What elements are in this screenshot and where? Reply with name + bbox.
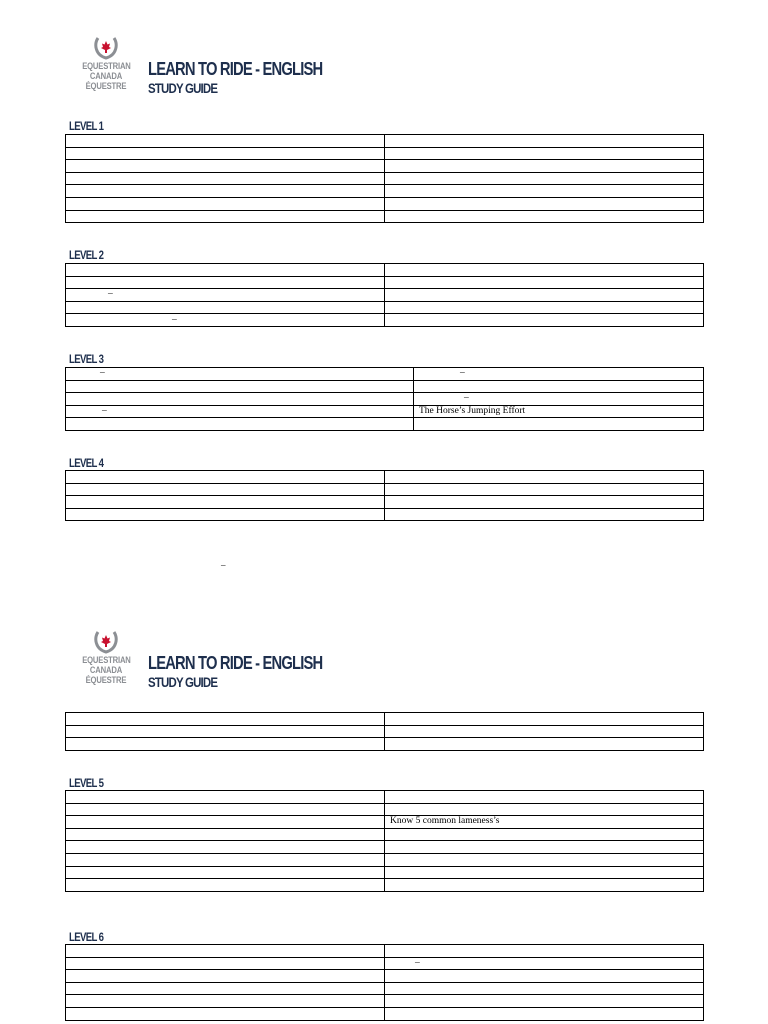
table-cell	[66, 483, 385, 496]
table-cell	[66, 264, 385, 277]
table-row	[66, 970, 704, 983]
table-cell: –	[66, 314, 385, 327]
table-cell	[385, 210, 704, 223]
table-cell	[66, 160, 385, 173]
table-row	[66, 828, 704, 841]
table-row	[66, 289, 704, 302]
table-row	[66, 508, 704, 521]
table-cell	[66, 210, 385, 223]
table-row	[66, 853, 704, 866]
table-cell	[66, 197, 385, 210]
level-2-table	[65, 263, 704, 327]
logo-line-2: CANADA	[89, 665, 123, 675]
table-cell	[385, 172, 704, 185]
table-cell: –	[66, 405, 414, 418]
table-row	[66, 995, 704, 1008]
table-row	[66, 135, 704, 148]
level-2-label: LEVEL 2	[69, 248, 104, 262]
table-cell	[385, 264, 704, 277]
table-row	[66, 264, 704, 277]
table-cell	[66, 791, 385, 804]
table-cell	[66, 172, 385, 185]
level-3-table	[65, 367, 704, 431]
logo-line-3: ÉQUESTRE	[85, 675, 127, 685]
table-row	[66, 866, 704, 879]
table-cell	[385, 841, 704, 854]
level-5-label: LEVEL 5	[69, 776, 104, 790]
table-cell	[385, 803, 704, 816]
table-cell	[66, 301, 385, 314]
table-cell	[66, 276, 385, 289]
logo-line-1: EQUESTRIAN	[82, 61, 131, 71]
table-row	[66, 841, 704, 854]
table-cell	[66, 508, 385, 521]
table-row	[66, 380, 704, 393]
table-row	[66, 314, 704, 327]
table-cell	[385, 135, 704, 148]
table-cell	[385, 982, 704, 995]
table-cell	[414, 418, 704, 431]
page1-header	[78, 33, 378, 105]
table-cell	[385, 828, 704, 841]
header-titles	[148, 653, 361, 691]
table-cell: –	[414, 393, 704, 406]
table-cell	[66, 995, 385, 1008]
table-row	[66, 1007, 704, 1020]
table-cell	[385, 508, 704, 521]
table-cell	[66, 982, 385, 995]
page-subtitle: STUDY GUIDE	[148, 80, 218, 96]
table-cell: –	[66, 289, 385, 302]
table-cell	[385, 879, 704, 892]
table-cell	[66, 147, 385, 160]
table-cell	[414, 380, 704, 393]
page-title: LEARN TO RIDE - ENGLISH	[148, 653, 323, 673]
table-row	[66, 197, 704, 210]
table-cell	[385, 147, 704, 160]
logo-line-2: CANADA	[89, 71, 123, 81]
table-row	[66, 483, 704, 496]
table-cell	[385, 496, 704, 509]
table-cell	[385, 725, 704, 738]
table-cell	[66, 803, 385, 816]
table-cell	[385, 853, 704, 866]
table-cell	[385, 970, 704, 983]
table-cell	[385, 314, 704, 327]
table-cell	[385, 289, 704, 302]
table-cell	[66, 853, 385, 866]
table-row	[66, 945, 704, 958]
table-cell: Know 5 common lameness’s	[385, 816, 704, 829]
table-cell	[66, 816, 385, 829]
table-cell	[66, 496, 385, 509]
table-cell	[66, 713, 385, 726]
table-row	[66, 418, 704, 431]
table-cell	[66, 945, 385, 958]
header-titles	[148, 59, 361, 97]
table-row	[66, 172, 704, 185]
table-cell	[385, 301, 704, 314]
table-row	[66, 147, 704, 160]
table-cell	[385, 713, 704, 726]
level-4-table	[65, 470, 704, 521]
page2-header	[78, 627, 378, 699]
table-cell	[66, 738, 385, 751]
page-subtitle: STUDY GUIDE	[148, 674, 218, 690]
level-1-label: LEVEL 1	[69, 119, 104, 133]
level-3-label: LEVEL 3	[69, 352, 104, 366]
logo-line-3: ÉQUESTRE	[85, 81, 127, 91]
table-row	[66, 879, 704, 892]
logo-line-1: EQUESTRIAN	[82, 655, 131, 665]
table-cell	[66, 957, 385, 970]
table-cell	[385, 185, 704, 198]
table-cell	[385, 791, 704, 804]
table-row	[66, 982, 704, 995]
table-row	[66, 276, 704, 289]
table-cell	[385, 197, 704, 210]
table-cell: –	[66, 368, 414, 381]
continued-table	[65, 712, 704, 751]
table-cell	[385, 945, 704, 958]
table-row	[66, 368, 704, 381]
table-cell	[385, 1007, 704, 1020]
table-cell	[66, 970, 385, 983]
table-row	[66, 393, 704, 406]
table-row	[66, 471, 704, 484]
level-4-label: LEVEL 4	[69, 456, 104, 470]
horseshoe-maple-leaf-icon	[93, 629, 119, 655]
level-5-table	[65, 790, 704, 892]
table-cell	[66, 879, 385, 892]
table-row	[66, 713, 704, 726]
table-cell	[66, 725, 385, 738]
table-cell	[385, 738, 704, 751]
table-cell	[66, 393, 414, 406]
level-6-table	[65, 944, 704, 1021]
table-cell: The Horse’s Jumping Effort	[414, 405, 704, 418]
table-cell	[66, 380, 414, 393]
table-cell: –	[414, 368, 704, 381]
table-cell	[385, 160, 704, 173]
table-cell	[385, 866, 704, 879]
table-row	[66, 405, 704, 418]
table-row	[66, 738, 704, 751]
table-cell	[66, 135, 385, 148]
table-cell	[66, 185, 385, 198]
level-6-label: LEVEL 6	[69, 930, 104, 944]
table-row	[66, 957, 704, 970]
table-row	[66, 725, 704, 738]
level-1-table	[65, 134, 704, 223]
table-cell	[385, 276, 704, 289]
table-cell	[66, 866, 385, 879]
table-row	[66, 301, 704, 314]
table-cell: –	[385, 957, 704, 970]
horseshoe-maple-leaf-icon	[93, 35, 119, 61]
table-cell	[66, 471, 385, 484]
table-row	[66, 185, 704, 198]
stray-dash: –	[221, 560, 226, 570]
table-cell	[66, 1007, 385, 1020]
table-cell	[66, 841, 385, 854]
table-cell	[66, 418, 414, 431]
table-row	[66, 803, 704, 816]
table-row	[66, 160, 704, 173]
table-cell	[385, 471, 704, 484]
table-cell	[385, 995, 704, 1008]
page-title: LEARN TO RIDE - ENGLISH	[148, 59, 323, 79]
table-row	[66, 210, 704, 223]
table-cell	[66, 828, 385, 841]
table-cell	[385, 483, 704, 496]
equestrian-canada-logo	[78, 33, 134, 105]
equestrian-canada-logo	[78, 627, 134, 699]
table-row	[66, 816, 704, 829]
table-row	[66, 791, 704, 804]
table-row	[66, 496, 704, 509]
